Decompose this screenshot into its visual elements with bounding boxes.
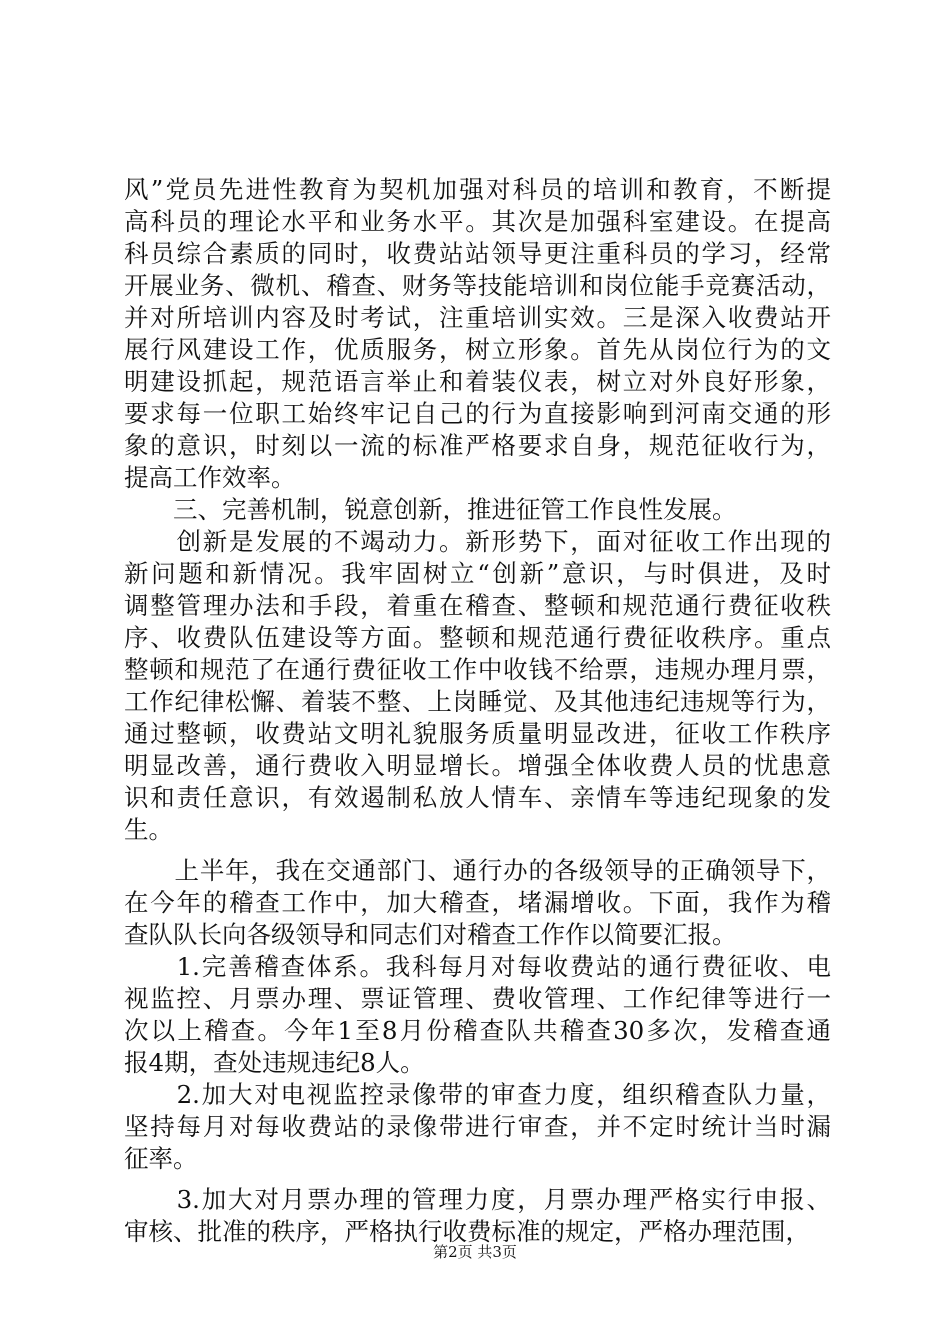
text-line: 科员综合素质的同时，收费站站领导更注重科员的学习，经常 <box>124 239 831 268</box>
document-body <box>124 174 831 1248</box>
paragraph <box>124 1184 831 1248</box>
text-line: 在今年的稽查工作中，加大稽查，堵漏增收。下面，我作为稽 <box>124 888 831 917</box>
paragraph <box>124 494 831 526</box>
text-line: 提高工作效率。 <box>124 463 296 492</box>
text-line: 并对所培训内容及时考试，注重培训实效。三是深入收费站开 <box>124 303 831 332</box>
text-line: 调整管理办法和手段，着重在稽查、整顿和规范通行费征收秩 <box>124 591 831 620</box>
text-line: 风”党员先进性教育为契机加强对科员的培训和教育，不断提 <box>124 175 831 204</box>
text-line: 高科员的理论水平和业务水平。其次是加强科室建设。在提高 <box>124 207 831 236</box>
text-line: 要求每一位职工始终牢记自己的行为直接影响到河南交通的形 <box>124 399 831 428</box>
text-line: 序、收费队伍建设等方面。整顿和规范通行费征收秩序。重点 <box>124 623 831 652</box>
text-line: 三、完善机制，锐意创新，推进征管工作良性发展。 <box>124 495 737 524</box>
paragraph-gap <box>124 846 831 855</box>
text-line: 查队队长向各级领导和同志们对稽查工作作以简要汇报。 <box>124 920 737 949</box>
text-line: 1.完善稽查体系。我科每月对每收费站的通行费征收、电 <box>124 952 831 981</box>
text-line: 2.加大对电视监控录像带的审查力度，组织稽查队力量， <box>124 1080 831 1109</box>
page-footer: 第2页 共3页 <box>433 1243 517 1261</box>
text-line: 展行风建设工作，优质服务，树立形象。首先从岗位行为的文 <box>124 335 831 364</box>
text-line: 识和责任意识，有效遏制私放人情车、亲情车等违纪现象的发 <box>124 783 831 812</box>
text-line: 3.加大对月票办理的管理力度，月票办理严格实行申报、 <box>124 1185 831 1214</box>
paragraph <box>124 174 831 494</box>
text-line: 次以上稽查。今年1至8月份稽查队共稽查30多次，发稽查通 <box>124 1016 831 1045</box>
paragraph <box>124 1079 831 1175</box>
text-line: 象的意识，时刻以一流的标准严格要求自身，规范征收行为， <box>124 431 831 460</box>
text-line: 整顿和规范了在通行费征收工作中收钱不给票，违规办理月票， <box>124 655 831 684</box>
paragraph <box>124 526 831 846</box>
text-line: 视监控、月票办理、票证管理、费收管理、工作纪律等进行一 <box>124 984 831 1013</box>
text-line: 明建设抓起，规范语言举止和着装仪表，树立对外良好形象， <box>124 367 831 396</box>
text-line: 工作纪律松懈、着装不整、上岗睡觉、及其他违纪违规等行为， <box>124 687 831 716</box>
paragraph-gap <box>124 1175 831 1184</box>
text-line: 通过整顿，收费站文明礼貌服务质量明显改进，征收工作秩序 <box>124 719 831 748</box>
text-line: 上半年，我在交通部门、通行办的各级领导的正确领导下， <box>124 856 831 885</box>
text-line: 报4期，查处违规违纪8人。 <box>124 1048 425 1077</box>
text-line: 生。 <box>124 815 173 844</box>
text-line: 开展业务、微机、稽查、财务等技能培训和岗位能手竞赛活动， <box>124 271 831 300</box>
text-line: 坚持每月对每收费站的录像带进行审查，并不定时统计当时漏 <box>124 1112 831 1141</box>
text-line: 创新是发展的不竭动力。新形势下，面对征收工作出现的 <box>124 527 831 556</box>
text-line: 审核、批准的秩序，严格执行收费标准的规定，严格办理范围， <box>124 1217 810 1246</box>
paragraph <box>124 855 831 951</box>
text-line: 明显改善，通行费收入明显增长。增强全体收费人员的忧患意 <box>124 751 831 780</box>
text-line: 征率。 <box>124 1144 198 1173</box>
text-line: 新问题和新情况。我牢固树立“创新”意识，与时俱进，及时 <box>124 559 831 588</box>
paragraph <box>124 951 831 1079</box>
